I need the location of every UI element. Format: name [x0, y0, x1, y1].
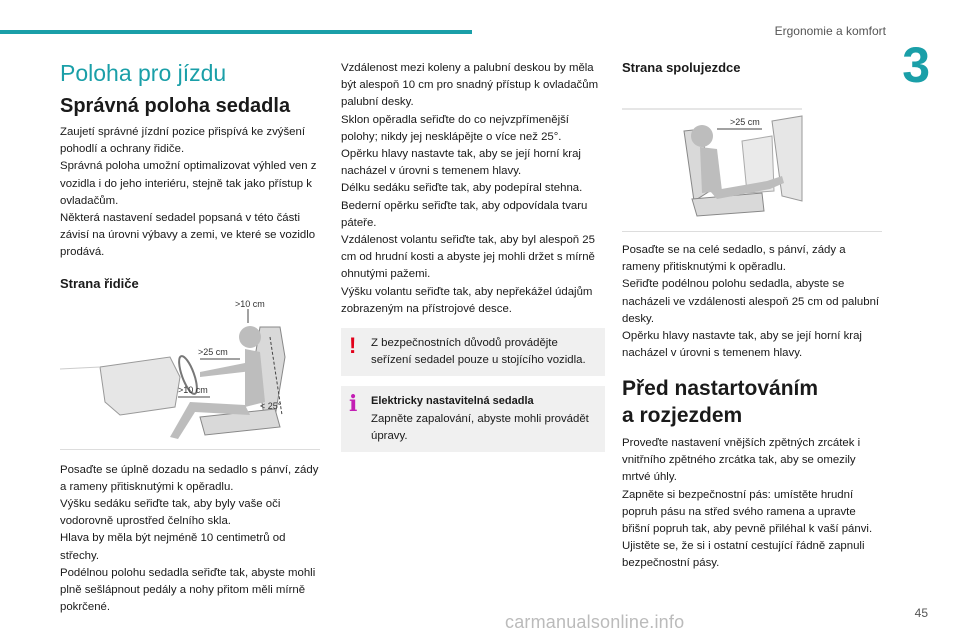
paragraph: Posaďte se úplně dozadu na sedadlo s pánví, zády a rameny přitisknutými k opěradlu.: [60, 463, 319, 493]
paragraph: Ujistěte se, že si i ostatní cestující řádně zapnuli bezpečnostní pásy.: [622, 540, 865, 570]
heading-line: Před nastartováním: [622, 377, 819, 401]
info-title: Elektricky nastavitelná sedadla: [371, 395, 534, 408]
info-box: [341, 386, 605, 452]
paragraph: Podélnou polohu sedadla seřiďte tak, abyste mohli plně sešlápnout pedály a nohy přitom měli mírně pokrčené.: [60, 566, 316, 614]
page-title: Poloha pro jízdu: [60, 60, 227, 86]
paragraph: Výšku sedáku seřiďte tak, aby byly vaše oči vodorovně uprostřed čelního skla.: [60, 498, 281, 528]
chapter-number: 3: [902, 37, 930, 93]
heading-seat-position: Správná poloha sedadla: [60, 95, 291, 117]
paragraph: Délku sedáku seřiďte tak, aby podepíral stehna.: [341, 182, 583, 195]
column-left: [60, 60, 320, 616]
label-head-clearance: >10 cm: [235, 298, 265, 309]
passenger-seat-drawing: [622, 81, 882, 231]
paragraph: Vzdálenost volantu seřiďte tak, aby byl alespoň 25 cm od hrudní kosti a abyste jej mohli držet s mírně ohnutými pažemi.: [341, 234, 595, 281]
label-knee-distance: >10 cm: [178, 384, 208, 395]
label-wheel-distance: >25 cm: [198, 346, 228, 357]
paragraph: Bederní opěrku seřiďte tak, aby odpovídala tvaru páteře.: [341, 199, 588, 229]
heading-line: a rozjezdem: [622, 403, 743, 427]
section-title: Ergonomie a komfort: [774, 24, 886, 38]
warning-icon: !: [349, 333, 357, 359]
paragraph: Některá nastavení sedadel popsaná v této části závisí na úrovni výbavy a zemi, ve které se vozidlo prodává.: [60, 212, 316, 259]
column-right: [622, 60, 882, 573]
paragraph: Správná poloha umožní optimalizovat výhled ven z vozidla i do jeho interiéru, stejně tak jako přístup k ovladačům.: [60, 160, 317, 207]
warning-box: [341, 328, 605, 376]
paragraph: Opěrku hlavy nastavte tak, aby se její horní kraj nacházel v úrovni s temenem hlavy.: [622, 330, 862, 360]
driver-seat-illustration: [60, 297, 320, 450]
label-backrest-angle: < 25°: [260, 400, 282, 411]
watermark: carmanualsonline.info: [505, 612, 685, 632]
paragraph: Posaďte se na celé sedadlo, s pánví, zády a rameny přitisknutými k opěradlu.: [622, 244, 846, 274]
paragraph: Sklon opěradla seřiďte do co nejvzpřímenější polohy; nikdy jej nesklápějte o více než 25°.: [341, 113, 569, 143]
passenger-seat-illustration: [622, 81, 882, 232]
info-text: Zapněte zapalování, abyste mohli provádět úpravy.: [371, 412, 589, 442]
paragraph: Seřiďte podélnou polohu sedadla, abyste se nacházeli ve vzdálenosti alespoň 25 cm od palubní desky.: [622, 278, 880, 325]
paragraph: Zapněte si bezpečnostní pás: umístěte hrudní popruh pásu na střed svého ramena a upravte břišní popruh tak, aby pevně přiléhal k vaší pánvi.: [622, 488, 873, 535]
label-dashboard-distance: >25 cm: [730, 117, 760, 127]
paragraph: Zaujetí správné jízdní pozice přispívá ke zvýšení pohodlí a ochrany řidiče.: [60, 126, 306, 156]
driver-seat-drawing: [60, 297, 320, 449]
info-icon: i: [349, 391, 358, 418]
column-middle: [341, 60, 605, 452]
warning-text: Z bezpečnostních důvodů provádějte seřízení sedadel pouze u stojícího vozidla.: [371, 337, 586, 367]
paragraph: Vzdálenost mezi koleny a palubní deskou by měla být alespoň 10 cm pro snadný přístup k ovladačům palubní desky.: [341, 62, 599, 109]
paragraph: Proveďte nastavení vnějších zpětných zrcátek i vnitřního zpětného zrcátka tak, aby se omezily mrtvé úhly.: [622, 436, 861, 484]
heading-driver-side: Strana řidiče: [60, 275, 139, 291]
page-number: 45: [914, 606, 928, 620]
header-accent-bar: [0, 30, 472, 34]
paragraph: Opěrku hlavy nastavte tak, aby se její horní kraj nacházel v úrovni s temenem hlavy.: [341, 148, 581, 178]
paragraph: Hlava by měla být nejméně 10 centimetrů od střechy.: [60, 532, 286, 562]
heading-before-start: [622, 376, 882, 429]
heading-passenger-side: Strana spolujezdce: [622, 60, 741, 75]
paragraph: Výšku volantu seřiďte tak, aby nepřekážel údajům zobrazeným na přístrojové desce.: [341, 285, 593, 315]
